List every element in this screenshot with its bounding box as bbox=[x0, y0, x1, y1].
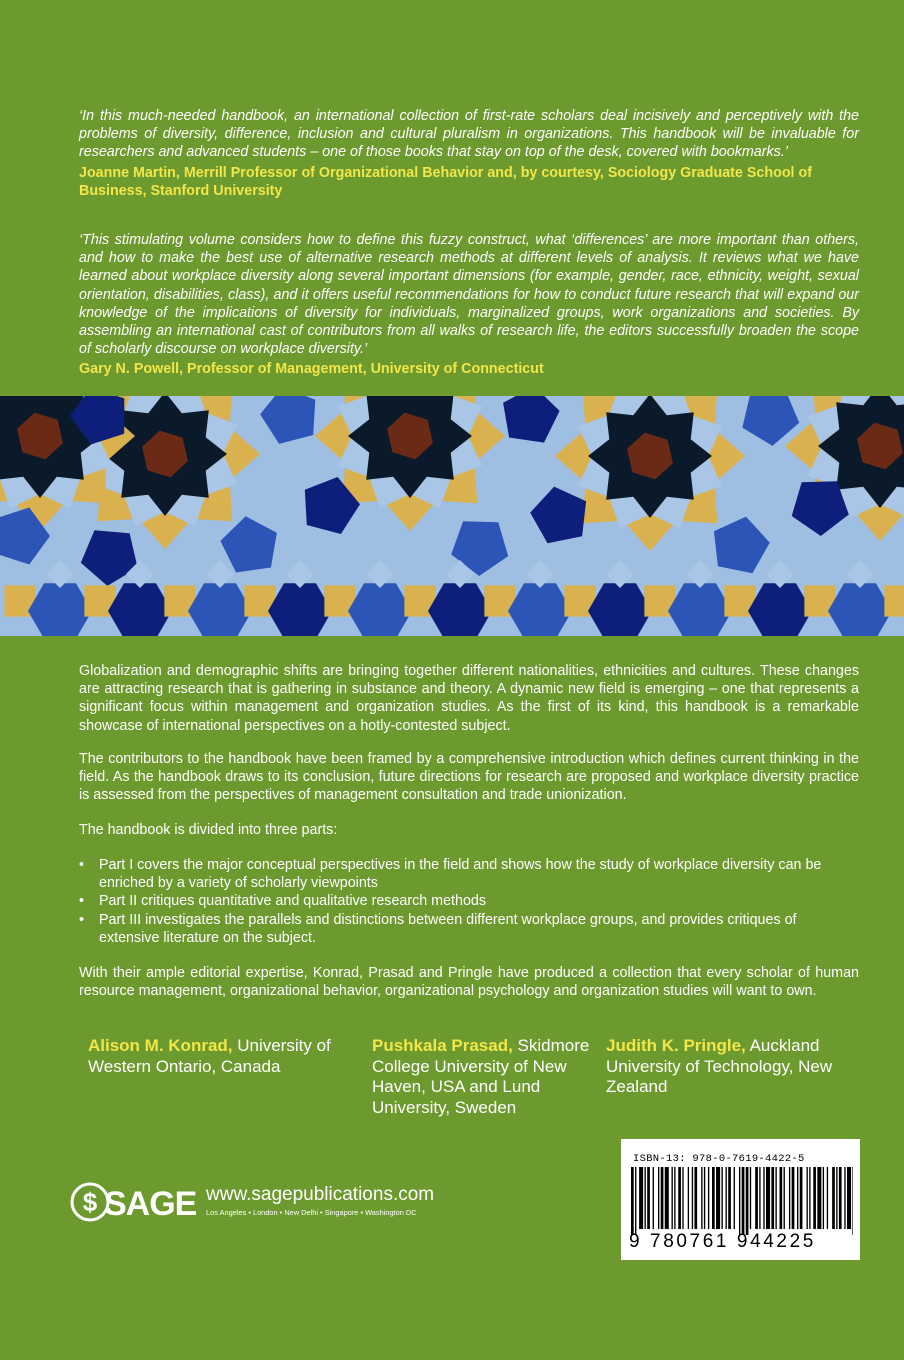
barcode-bar bbox=[780, 1167, 783, 1229]
barcode-bar bbox=[817, 1167, 821, 1229]
review-quote-2 bbox=[79, 231, 859, 379]
barcode-bar bbox=[844, 1167, 845, 1229]
publisher-url: www.sagepublications.com bbox=[206, 1184, 435, 1205]
barcode-bar bbox=[789, 1167, 790, 1229]
barcode-bar bbox=[672, 1167, 673, 1229]
barcode-bar bbox=[746, 1167, 749, 1235]
barcode-bar bbox=[661, 1167, 664, 1229]
barcode-bar bbox=[688, 1167, 689, 1229]
review-quote-1 bbox=[79, 107, 859, 200]
barcode-bar bbox=[839, 1167, 842, 1229]
barcode-bars bbox=[631, 1167, 853, 1235]
barcode-bar bbox=[807, 1167, 808, 1229]
barcode-bar bbox=[836, 1167, 837, 1229]
barcode-bar bbox=[712, 1167, 715, 1229]
author-alison-konrad bbox=[88, 1036, 348, 1077]
barcode-bar bbox=[734, 1167, 735, 1229]
islamic-tile-mosaic-image bbox=[0, 396, 904, 636]
barcode-bar bbox=[728, 1167, 731, 1229]
barcode-bar bbox=[775, 1167, 776, 1229]
author-affiliation: University of Western Ontario, Canada bbox=[88, 1036, 331, 1076]
description-paragraph-1: Globalization and demographic shifts are bringing together different nationalities, ethnicities and cultures. These changes are attracting research that is gathering in substance and theory. A dynamic new field is emerging – one that represents a significant focus within management and organization studies. As the first of its kind, this handbook is a remarkable showcase of international perspectives on a hotly-contested subject. bbox=[79, 663, 859, 734]
list-item: • Part III investigates the parallels and distinctions between different workplace groups, and provides critiques of extensive literature on the subject. bbox=[79, 911, 797, 946]
parts-list bbox=[79, 856, 859, 947]
sage-logo-s: $ bbox=[82, 1187, 98, 1217]
review-attribution: Joanne Martin, Merrill Professor of Organizational Behavior and, by courtesy, Sociology Graduate School of Business, Stanford University bbox=[79, 164, 812, 199]
barcode-bar bbox=[674, 1167, 675, 1229]
isbn-barcode bbox=[621, 1139, 860, 1260]
bullet-icon: • bbox=[79, 911, 85, 928]
barcode-bar bbox=[682, 1167, 683, 1229]
barcode-bar bbox=[759, 1167, 760, 1229]
list-item: • Part I covers the major conceptual perspectives in the field and shows how the study of workplace diversity can be enriched by a variety of scholarly viewpoints bbox=[79, 857, 822, 892]
barcode-bar bbox=[665, 1167, 669, 1229]
barcode-bar bbox=[847, 1167, 851, 1229]
bullet-icon: • bbox=[79, 893, 85, 910]
barcode-bar bbox=[658, 1167, 659, 1229]
barcode-bar bbox=[766, 1167, 770, 1229]
barcode-bar bbox=[708, 1167, 709, 1229]
barcode-bar bbox=[704, 1167, 705, 1229]
bullet-icon: • bbox=[79, 857, 85, 873]
barcode-bar bbox=[755, 1167, 758, 1229]
barcode-bar bbox=[739, 1167, 740, 1235]
author-affiliation: Auckland University of Technology, New Zealand bbox=[606, 1036, 833, 1096]
author-name: Pushkala Prasad, bbox=[372, 1036, 513, 1055]
barcode-digits: 9 780761 944225 bbox=[629, 1231, 816, 1252]
barcode-bar bbox=[631, 1167, 634, 1235]
list-item: • Part II critiques quantitative and qualitative research methods bbox=[79, 893, 487, 910]
barcode-bar bbox=[742, 1167, 745, 1235]
barcode-bar bbox=[797, 1167, 798, 1229]
description-paragraph-2: The contributors to the handbook have been framed by a comprehensive introduction which defines current thinking in the field. As the handbook draws to its conclusion, future directions for research are proposed and workplace diversity practice is assessed from the perspectives of management consultation and trade unionization. bbox=[79, 751, 859, 804]
barcode-bar bbox=[678, 1167, 681, 1229]
author-judith-pringle bbox=[606, 1036, 836, 1098]
author-name: Judith K. Pringle, bbox=[606, 1036, 746, 1055]
author-name: Alison M. Konrad, bbox=[88, 1036, 233, 1055]
sage-logo-text: SAGE bbox=[104, 1185, 197, 1223]
mosaic-gold-diamond bbox=[884, 585, 904, 616]
author-affiliation: Skidmore College University of New Haven, USA and Lund University, Sweden bbox=[372, 1036, 590, 1117]
barcode-bar bbox=[784, 1167, 785, 1229]
barcode-bar bbox=[635, 1167, 636, 1235]
barcode-bar bbox=[792, 1167, 795, 1229]
barcode-bar bbox=[639, 1167, 643, 1229]
publisher-cities: Los Angeles • London • New Delhi • Singapore • Washington DC bbox=[206, 1208, 417, 1217]
barcode-bar bbox=[721, 1167, 722, 1229]
description-paragraph-3: The handbook is divided into three parts: bbox=[79, 822, 338, 838]
barcode-bar bbox=[701, 1167, 702, 1229]
barcode-bar bbox=[716, 1167, 720, 1229]
barcode-bar bbox=[647, 1167, 650, 1229]
barcode-bar bbox=[852, 1167, 853, 1235]
barcode-bar bbox=[827, 1167, 828, 1229]
barcode-bar bbox=[800, 1167, 803, 1229]
barcode-bar bbox=[813, 1167, 816, 1229]
barcode-bar bbox=[823, 1167, 824, 1229]
barcode-bar bbox=[653, 1167, 654, 1229]
barcode-bar bbox=[692, 1167, 693, 1229]
barcode-bar bbox=[645, 1167, 646, 1229]
author-pushkala-prasad bbox=[372, 1036, 592, 1118]
barcode-bar bbox=[750, 1167, 751, 1229]
barcode-bar bbox=[832, 1167, 835, 1229]
barcode-bar bbox=[763, 1167, 764, 1229]
barcode-bar bbox=[771, 1167, 774, 1229]
sage-logo bbox=[70, 1180, 210, 1224]
review-quote-text: ‘This stimulating volume considers how to define this fuzzy construct, what ‘differences’ are more important than others, and how to make the best use of alternative research methods at different levels of analysis. It reviews what we have learned about workplace diversity along several important dimensions (for example, gender, race, ethnicity, weight, sexual orientation, disabilities, class), and it offers useful recommendations for how to conduct future research that will expand our knowledge of the implications of diversity for individuals, marginalized groups, work organizations and societies. By assembling an international cast of contributors from all walks of research life, the editors successfully broaden the scope of scholarly discourse on workplace diversity.’ bbox=[79, 232, 859, 358]
barcode-bar bbox=[726, 1167, 727, 1229]
description-paragraph-4: With their ample editorial expertise, Konrad, Prasad and Pringle have produced a collection that every scholar of human resource management, organizational behavior, organizational psychology and organization studies will want to own. bbox=[79, 965, 859, 1000]
barcode-bar bbox=[809, 1167, 810, 1229]
isbn-label: ISBN-13: 978-0-7619-4422-5 bbox=[633, 1153, 805, 1165]
review-quote-text: ‘In this much-needed handbook, an international collection of first-rate scholars deal incisively and perceptively with the problems of diversity, difference, inclusion and cultural pluralism in organizations. This handbook will be invaluable for researchers and advanced students – one of those books that stay on top of the desk, covered with bookmarks.’ bbox=[79, 108, 859, 161]
barcode-bar bbox=[694, 1167, 697, 1229]
review-attribution: Gary N. Powell, Professor of Management, University of Connecticut bbox=[79, 361, 544, 378]
